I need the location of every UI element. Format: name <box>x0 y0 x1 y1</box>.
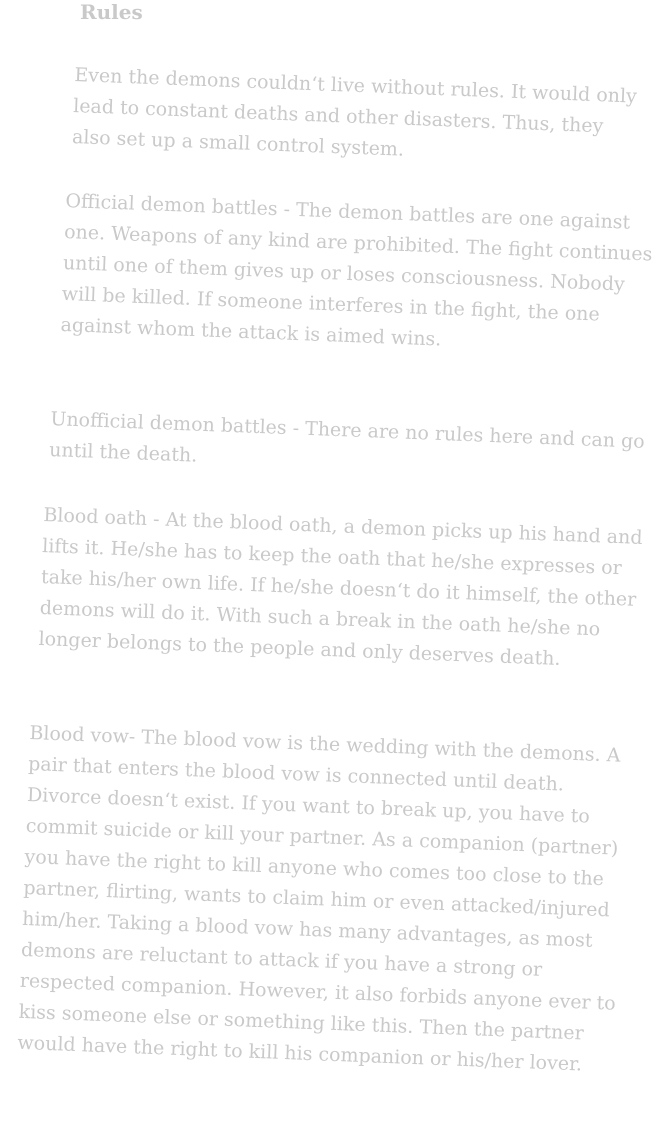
paragraph-blood-vow: Blood vow- The blood vow is the wedding with the demons. A pair that enters the blood vow is connected until death. Divorce doesn‘t exist. If you want to break up, you have to commit suicide or kill your partner. As a companion (partner) you have the right to kill anyone who comes too close to the partner, flirting, wants to claim him or even attacked/injured him/her. Taking a blood vow has many advantages, as most demons are reluctant to attack if you have a strong or respected companion. However, it also forbids anyone ever to kiss someone else or something like this. Then the partner would have the right to kill his companion or his/her lover. <box>17 721 621 1076</box>
paragraph-intro: Even the demons couldn‘t live without rules. It would only lead to constant deaths and other disasters. Thus, they also set up a small control system. <box>71 63 638 161</box>
paragraph-official-demon-battles: Official demon battles - The demon battles are one against one. Weapons of any kind are prohibited. The fight continues until one of them gives up or loses consciousness. Nobody will be killed. If someone interferes in the fight, the one against whom the attack is aimed wins. <box>60 189 653 351</box>
paragraph-blood-oath: Blood oath - At the blood oath, a demon picks up his hand and lifts it. He/she has to keep the oath that he/she expresses or take his/her own life. If he/she doesn‘t do it himself, the other demons will do it. With such a break in the oath he/she no longer belongs to the people and only deserves death. <box>38 503 643 670</box>
paragraph-unofficial-demon-battles: Unofficial demon battles - There are no rules here and can go until the death. <box>48 407 646 467</box>
page-title: Rules <box>80 0 143 24</box>
